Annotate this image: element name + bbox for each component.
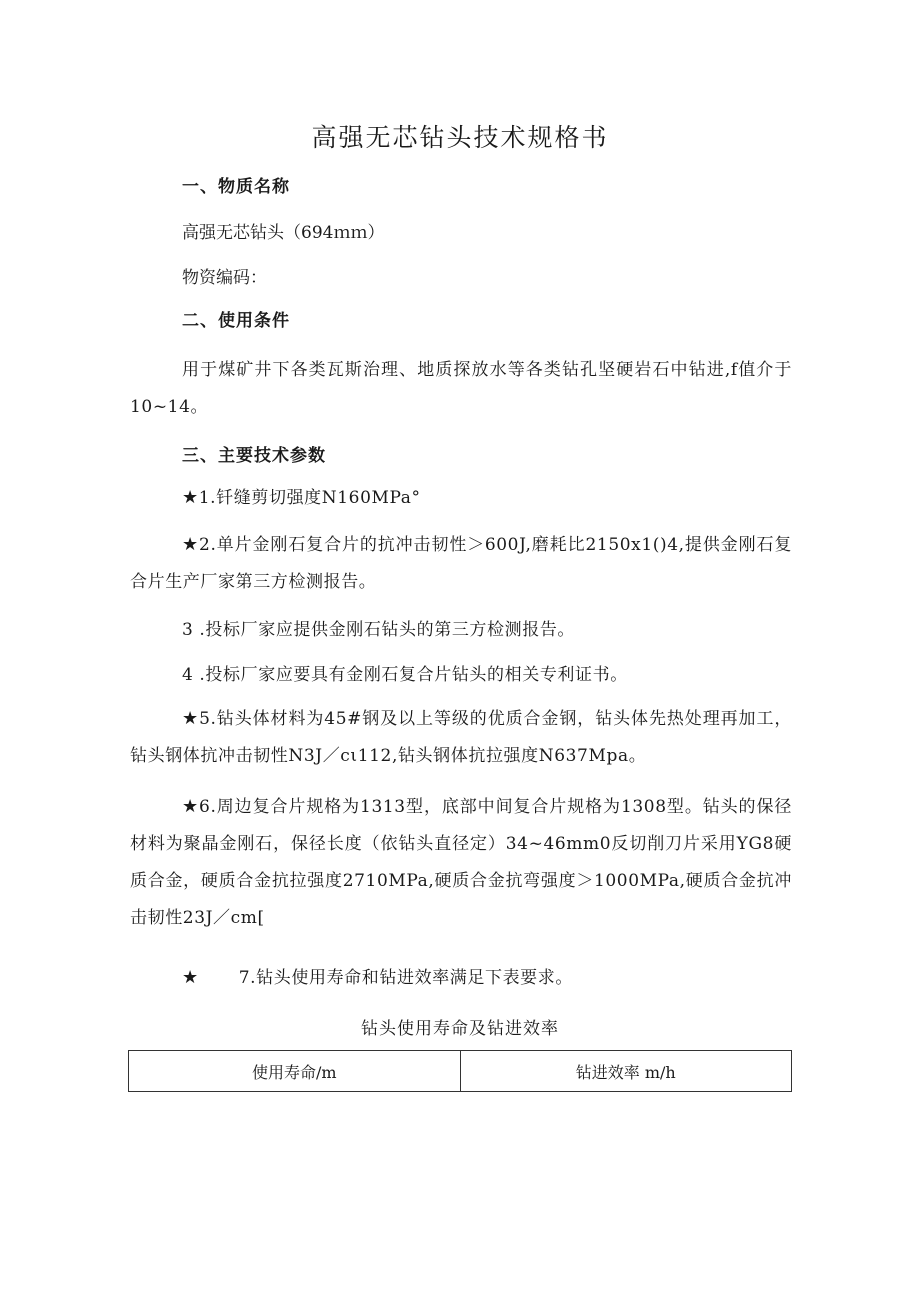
material-code-label: 物资编码： (182, 268, 267, 288)
param-item-3: 3 .投标厂家应提供金刚石钻头的第三方检测报告。 (182, 620, 576, 640)
star-icon: ★ (182, 534, 200, 555)
star-icon: ★ (182, 967, 199, 988)
section-2-heading: 二、使用条件 (182, 311, 290, 331)
table-header-row (129, 1051, 792, 1092)
param-item-2: ★2.单片金刚石复合片的抗冲击韧性＞600J,磨耗比2150x1()4,提供金刚石复合片生产厂家第三方检测报告。 (130, 534, 792, 592)
star-icon: ★ (182, 487, 199, 508)
section-1-heading: 一、物质名称 (182, 177, 290, 197)
column-header-efficiency: 钻进效率 m/h (460, 1051, 792, 1092)
table-caption: 钻头使用寿命及钻进效率 (361, 1019, 559, 1039)
param-item-4: 4 .投标厂家应要具有金刚石复合片钻头的相关专利证书。 (182, 665, 628, 685)
material-name: 高强无芯钻头（694ｍｍ） (182, 223, 385, 243)
lifetime-efficiency-table (128, 1050, 792, 1092)
param-item-6: ★6.周边复合片规格为1313型，底部中间复合片规格为1308型。钻头的保径材料为聚晶金刚石，保径长度（依钻头直径定）34~46mm0反切削刀片采用YG8硬质合金，硬质合金抗拉强度2710MPa,硬质合金抗弯强度＞1000MPa,硬质合金抗冲击韧性23J／cm[ (130, 796, 792, 928)
star-icon: ★ (182, 796, 200, 817)
param-item-1: ★1.钎缝剪切强度N160MPa° (182, 487, 421, 508)
document-title: 高强无芯钻头技术规格书 (311, 123, 609, 152)
section-3-heading: 三、主要技术参数 (182, 446, 326, 466)
column-header-lifetime: 使用寿命/m (129, 1051, 461, 1092)
param-item-5: ★5.钻头体材料为45#钢及以上等级的优质合金钢，钻头体先热处理再加工，钻头钢体抗冲击韧性N3J／cι112,钻头钢体抗拉强度N637Mpa。 (130, 708, 792, 766)
param-item-7: ★ 7.钻头使用寿命和钻进效率满足下表要求。 (182, 967, 573, 988)
usage-conditions: 用于煤矿井下各类瓦斯治理、地质探放水等各类钻孔坚硬岩石中钻进,f值介于10~14。 (130, 360, 792, 417)
star-icon: ★ (182, 708, 200, 729)
